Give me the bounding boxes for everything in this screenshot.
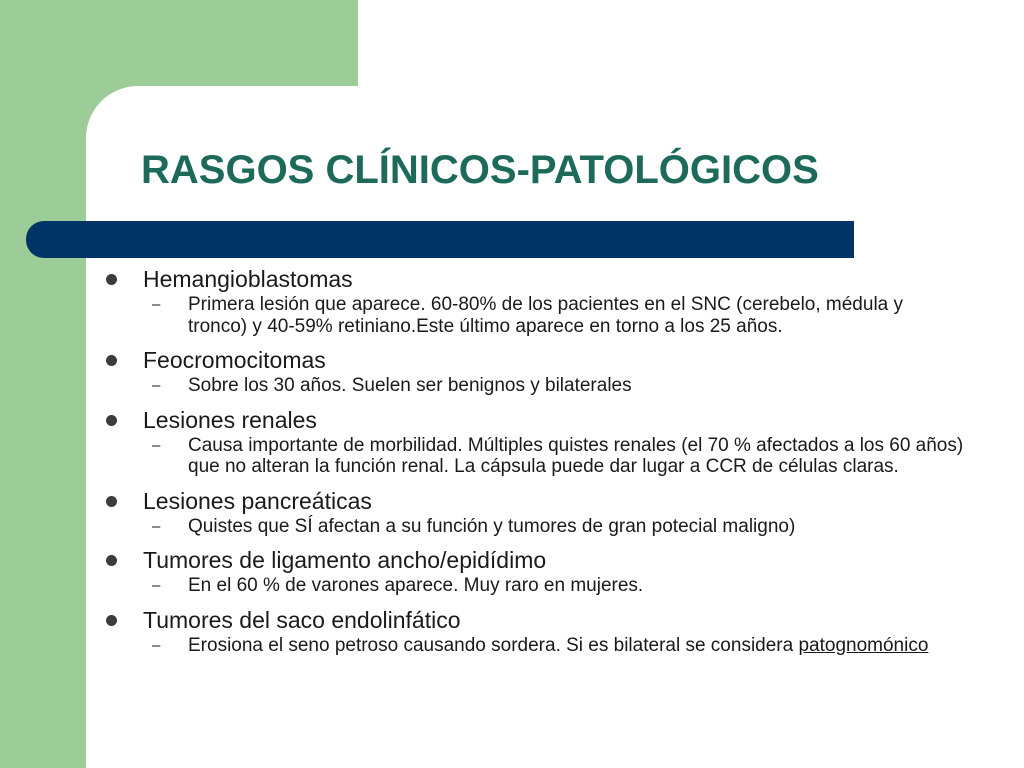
item-heading: Hemangioblastomas — [143, 266, 353, 292]
item-heading: Tumores de ligamento ancho/epidídimo — [143, 547, 547, 573]
sub-item — [104, 375, 964, 397]
list-item — [104, 405, 964, 478]
dash-icon: – — [152, 436, 161, 454]
sub-item-text: Quistes que SÍ afectan a su función y tumores de gran potecial maligno) — [188, 515, 796, 537]
item-heading: Feocromocitomas — [143, 347, 326, 373]
dash-icon: – — [152, 517, 161, 535]
sub-item — [104, 435, 964, 478]
patognomonico-link[interactable]: patognomónico — [798, 634, 929, 656]
dash-icon: – — [152, 577, 161, 594]
sub-item-text: En el 60 % de varones aparece. Muy raro en mujeres. — [188, 575, 644, 596]
bullet-dot-icon — [106, 555, 117, 566]
sub-item-text: Sobre los 30 años. Suelen ser benignos y bilaterales — [188, 375, 632, 396]
sub-item-text: Causa importante de morbilidad. Múltiples quistes renales (el 70 % afectados a los 60 años) que no alteran la función renal. La cápsula puede dar lugar a CCR de células claras. — [188, 434, 964, 477]
title-underline-bar — [26, 221, 854, 258]
item-heading: Tumores del saco endolinfático — [143, 606, 461, 633]
list-item — [104, 545, 964, 597]
list-item — [104, 486, 964, 538]
item-heading: Lesiones renales — [143, 406, 317, 433]
bullet-dot-icon — [106, 415, 117, 426]
sub-item — [104, 294, 964, 337]
list-item — [104, 345, 964, 397]
list-item — [104, 264, 964, 337]
bullet-dot-icon — [106, 615, 117, 626]
item-heading: Lesiones pancreáticas — [143, 487, 372, 514]
sub-item — [104, 575, 964, 597]
bullet-dot-icon — [106, 355, 117, 366]
bullet-list — [104, 264, 964, 664]
dash-icon: – — [152, 296, 161, 313]
bullet-dot-icon — [106, 274, 117, 285]
bullet-dot-icon — [106, 496, 117, 507]
sub-item — [104, 516, 964, 538]
slide-title: RASGOS CLÍNICOS-PATOLÓGICOS — [141, 148, 819, 192]
dash-icon: – — [152, 377, 161, 394]
sub-item-text: Erosiona el seno petroso causando sordera. Si es bilateral se considera — [188, 634, 794, 656]
sub-item-text: Primera lesión que aparece. 60-80% de los pacientes en el SNC (cerebelo, médula y tronco) y 40-59% retiniano.Este último aparece en torno a los 25 años. — [188, 294, 904, 337]
list-item — [104, 605, 964, 657]
dash-icon: – — [152, 636, 161, 654]
sub-item — [104, 635, 964, 657]
